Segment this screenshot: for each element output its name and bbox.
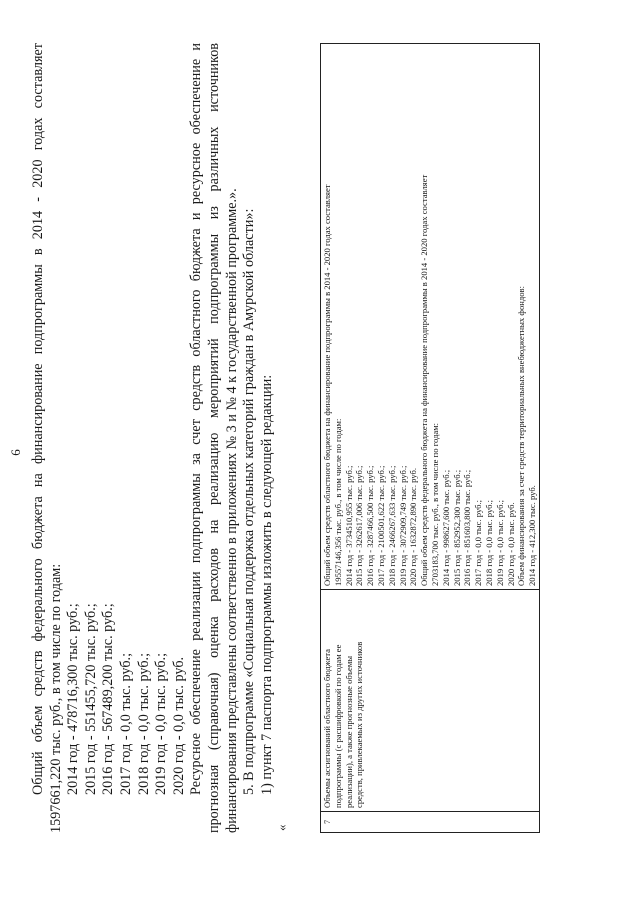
value-line: 2019 год - 3072909,749 тыс. руб.; [397, 465, 408, 586]
value-line: 2014 год - 998627,600 тыс. руб.; [440, 469, 451, 586]
section-5-heading: 5. В подпрограмме «Социальная поддержка отдельных категорий граждан в Амурской области»: [241, 208, 258, 795]
label-line: средств, привлекаемых из других источников [354, 641, 365, 808]
passport-table [320, 43, 540, 833]
federal-year-2019: 2019 год - 0,0 тыс. руб.; [153, 652, 170, 795]
value-line: 2020 год - 0,0 тыс. руб. [505, 502, 516, 586]
value-line: 19557146,356 тыс. руб., в том числе по годам: [332, 418, 343, 586]
federal-year-2018: 2018 год - 0,0 тыс. руб.; [135, 652, 152, 795]
value-line: Общий объем средств областного бюджета на финансирование подпрограммы в 2014 - 2020 годах составляет [322, 184, 332, 586]
row-label-cell [321, 590, 540, 812]
federal-years-list [65, 43, 188, 833]
quote-open-mark: « [274, 824, 290, 831]
federal-year-2015: 2015 год - 551455,720 тыс. руб.; [82, 603, 99, 795]
page-number: 6 [8, 449, 23, 456]
value-line: 2017 год - 0,0 тыс. руб.; [473, 499, 484, 586]
row-value-cell [321, 44, 540, 590]
value-line: 2014 год - 3734510,955 тыс. руб.; [343, 465, 354, 586]
value-line: 2020 год - 1632872,890 тыс. руб. [408, 467, 419, 586]
value-line: 2015 год - 3262617,006 тыс. руб.; [354, 465, 365, 586]
resource-paragraph-line-1: Ресурсное обеспечение реализации подпрограммы за счет средств областного бюджета и ресурсное обеспечение и [188, 43, 205, 795]
resource-paragraph-line-2: прогнозная (справочная) оценка расходов на реализацию мероприятий подпрограммы из различных источников [205, 43, 222, 833]
value-line: 2703183,700 тыс. руб., в том числе по годам: [429, 422, 440, 586]
value-line: 2014 год - 412,300 тыс. руб. [527, 485, 538, 586]
resource-paragraph-line-3: финансирования представлены соответственно в приложениях № 3 и № 4 к государственной программе.». [223, 188, 240, 833]
federal-year-2014: 2014 год - 478716,300 тыс. руб.; [65, 603, 82, 795]
value-line: 2018 год - 0,0 тыс. руб.; [483, 499, 494, 586]
row-number-cell: 7 [321, 812, 540, 833]
value-line: 2015 год - 852952,300 тыс. руб.; [451, 469, 462, 586]
federal-year-2017: 2017 год - 0,0 тыс. руб.; [117, 652, 134, 795]
value-line: 2018 год - 2466267,633 тыс. руб.; [386, 465, 397, 586]
federal-total-intro: Общий объем средств федерального бюджета на финансирование подпрограммы в 2014 - 2020 годах составляет [30, 43, 46, 795]
label-line: Объемы ассигнований областного бюджета [322, 649, 332, 808]
body-text [30, 43, 288, 833]
federal-year-2020: 2020 год - 0,0 тыс. руб. [170, 656, 187, 795]
item-1-text: 1) пункт 7 паспорта подпрограммы изложить в следующей редакции: [258, 374, 275, 795]
value-line: Общий объем средств федерального бюджета на финансирование подпрограммы в 2014 - 2020 годах составляет [419, 174, 430, 586]
table-row [321, 44, 540, 833]
value-line: Объем финансирования за счет средств территориальных внебюджетных фондов: [516, 286, 527, 586]
label-line: реализации), а также прогнозные объемы [343, 655, 354, 808]
federal-year-2016: 2016 год - 567489,200 тыс. руб.; [100, 603, 117, 795]
value-line: 2017 год - 2100501,622 тыс. руб.; [375, 465, 386, 586]
value-line: 2016 год - 851603,800 тыс. руб.; [462, 469, 473, 586]
label-line: подпрограммы (с расшифровкой по годам ее [332, 644, 343, 808]
value-line: 2019 год - 0,0 тыс. руб.; [494, 499, 505, 586]
federal-total-continuation: 1597661,220 тыс. руб., в том числе по годам: [47, 563, 64, 833]
value-line: 2016 год - 3287466,500 тыс. руб.; [365, 465, 376, 586]
